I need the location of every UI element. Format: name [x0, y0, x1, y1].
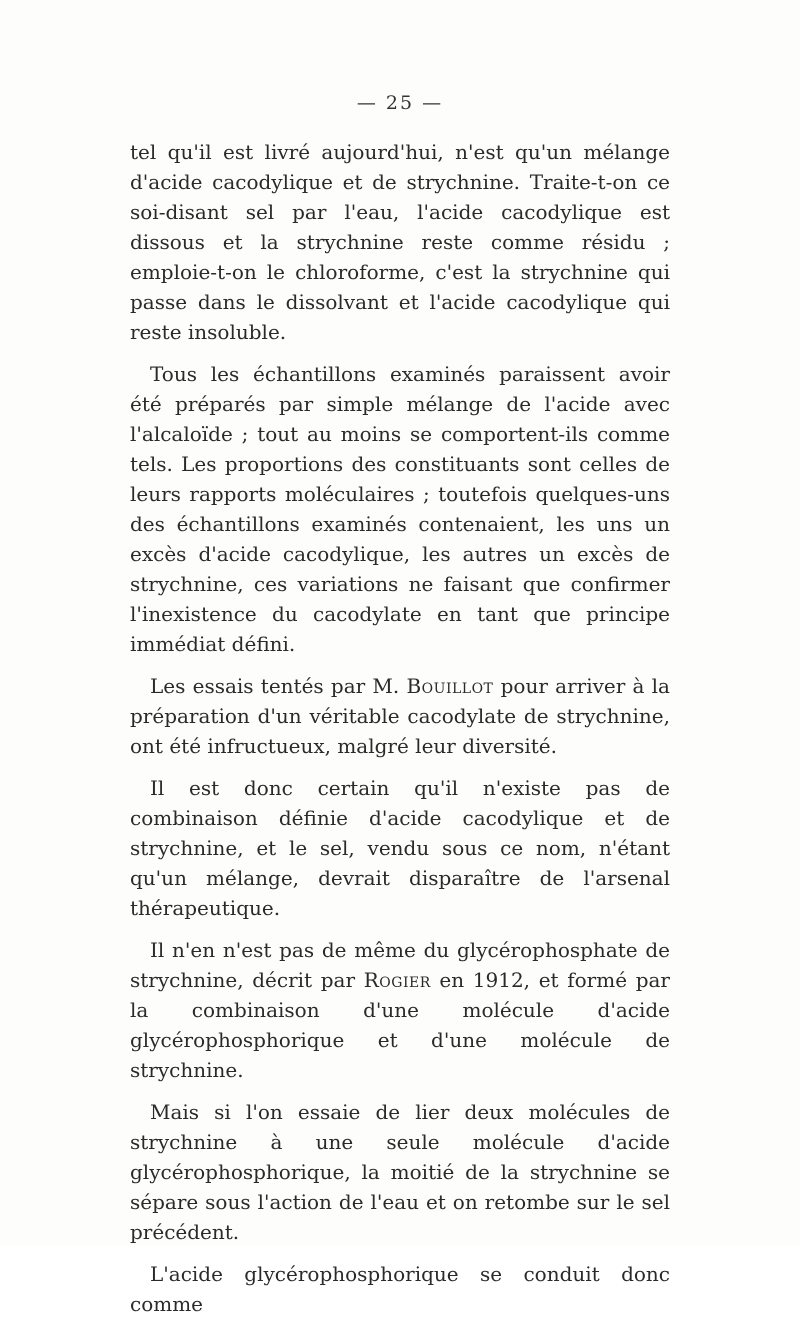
paragraph-6: Mais si l'on essaie de lier deux molécules de strychnine à une seule molécule d'acide glycérophosphorique, la moitié de la strychnine se sépare sous l'action de l'eau et on retombe sur le sel précédent. [130, 1100, 670, 1244]
paragraph-1: tel qu'il est livré aujourd'hui, n'est qu'un mélange d'acide cacodylique et de strychnine. Traite-t-on ce soi-disant sel par l'eau, l'acide cacodylique est dissous et la strychnine reste comme résidu ; emploie-t-on le chloroforme, c'est la strychnine qui passe dans le dissolvant et l'acide cacodylique qui reste insoluble. [130, 140, 670, 344]
paragraph-5-end: en 1912, et formé par la combinaison d'une molécule d'acide glycérophosphorique et d'une molécule de strychnine. [130, 968, 670, 1082]
author-name-rogier: Rogier [363, 968, 431, 992]
paragraph-2: Tous les échantillons examinés paraissent avoir été préparés par simple mélange de l'acide avec l'alcaloïde ; tout au moins se comportent-ils comme tels. Les proportions des constituants sont celles de leurs rapports moléculaires ; toutefois quelques-uns des échantillons examinés contenaient, les uns un excès d'acide cacodylique, les autres un excès de strychnine, ces variations ne faisant que confirmer l'inexistence du cacodylate en tant que principe immédiat défini. [130, 362, 670, 656]
body-text [130, 137, 670, 1319]
paragraph-5 [130, 935, 670, 1085]
paragraph-3-end: pour arriver à la préparation d'un véritable cacodylate de strychnine, ont été infructueux, malgré leur diversité. [130, 674, 670, 758]
paragraph-7: L'acide glycérophosphorique se conduit donc comme [130, 1262, 670, 1316]
paragraph-5-start: Il n'en n'est pas de même du glycérophosphate de strychnine, décrit par [130, 938, 670, 992]
paragraph-3-start: Les essais tentés par M. [150, 674, 407, 698]
page-number: — 25 — [356, 92, 444, 114]
paragraph-3 [130, 671, 670, 761]
paragraph-4: Il est donc certain qu'il n'existe pas de combinaison définie d'acide cacodylique et de strychnine, et le sel, vendu sous ce nom, n'étant qu'un mélange, devrait disparaître de l'arsenal thérapeutique. [130, 776, 670, 920]
author-name-bouillot: Bouillot [406, 674, 494, 698]
